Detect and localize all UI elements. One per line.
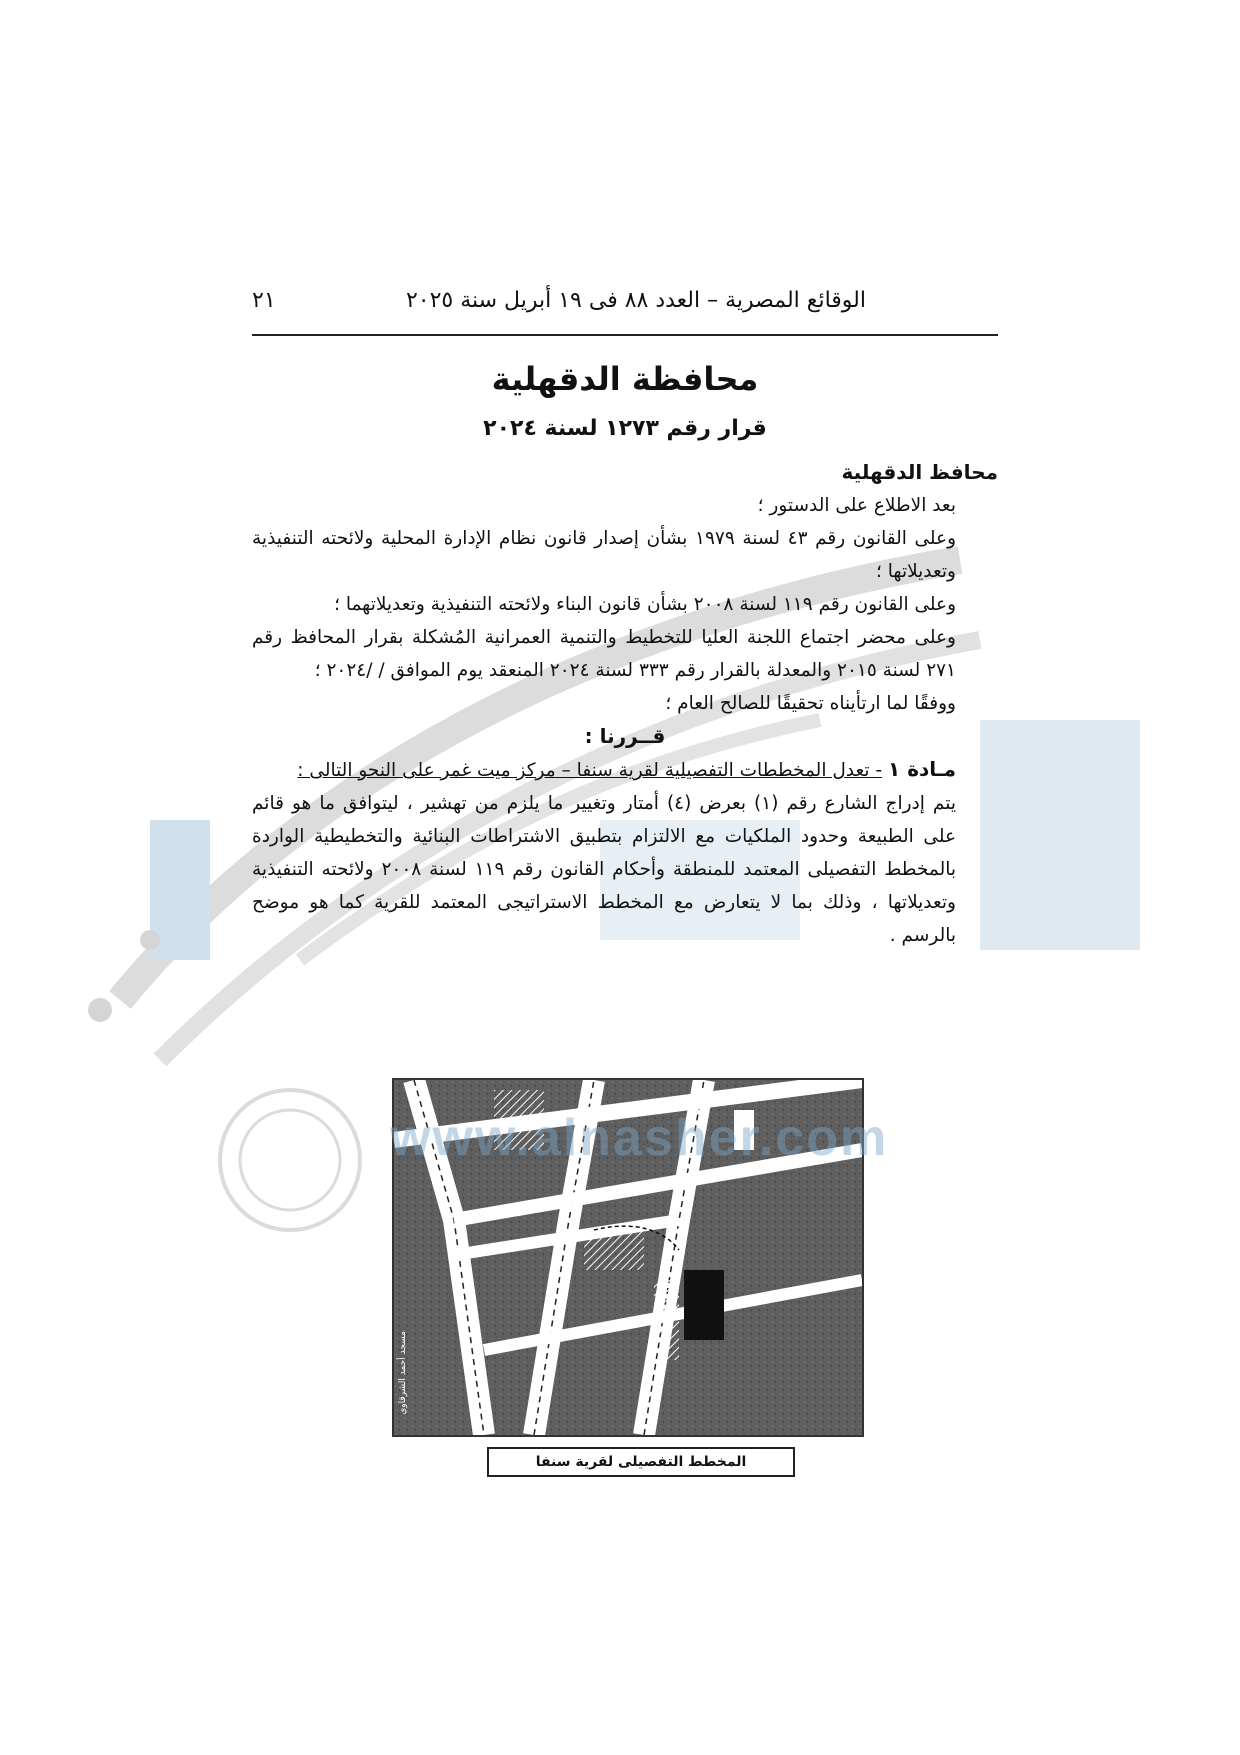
decided-heading: قــررنا : xyxy=(584,724,666,748)
article-1-title: - تعدل المخططات التفصيلية لقرية سنفا – مركز ميت غمر على النحو التالى : xyxy=(297,760,883,781)
decree-title: قرار رقم ١٢٧٣ لسنة ٢٠٢٤ xyxy=(483,416,767,441)
preamble-3: وعلى القانون رقم ١١٩ لسنة ٢٠٠٨ بشأن قانون البناء ولائحته التنفيذية وتعديلاتهما ؛ xyxy=(334,594,956,615)
preamble-4: وعلى محضر اجتماع اللجنة العليا للتخطيط والتنمية العمرانية المُشكلة بقرار المحافظ رقم ٢٧١ لسنة ٢٠١٥ والمعدلة بالقرار رقم ٣٣٣ لسنة ٢٠٢٤ المنعقد يوم الموافق / /٢٠٢٤ ؛ xyxy=(252,627,956,681)
preamble-2: وعلى القانون رقم ٤٣ لسنة ١٩٧٩ بشأن إصدار قانون نظام الإدارة المحلية ولائحته التنفيذية وتعديلاتها ؛ xyxy=(252,528,957,582)
page-number: ٢١ xyxy=(252,288,276,313)
governorate-title: محافظة الدقهلية xyxy=(491,360,759,398)
preamble-1: بعد الاطلاع على الدستور ؛ xyxy=(757,495,956,516)
map-caption: المخطط التفصيلى لقرية سنفا xyxy=(487,1447,795,1477)
document-body xyxy=(252,456,998,952)
article-1-heading xyxy=(252,753,998,787)
preamble-5: ووفقًا لما ارتأيناه تحقيقًا للصالح العام ؛ xyxy=(665,693,956,714)
publication-title: الوقائع المصرية – العدد ٨٨ فى ١٩ أبريل سنة ٢٠٢٥ xyxy=(405,288,866,313)
article-1-text: يتم إدراج الشارع رقم (١) بعرض (٤) أمتار وتغيير ما يلزم من تهشير ، ليتوافق ما هو قائم على الطبيعة وحدود الملكيات مع الالتزام بتطبيق الاشتراطات البنائية والتخطيطية الواردة بالمخطط التفصيلى المعتمد للمنطقة وأحكام القانون رقم ١١٩ لسنة ٢٠٠٨ ولائحته التنفيذية وتعديلاتها ، وذلك بما لا يتعارض مع المخطط الاستراتيجى المعتمد للقرية كما هو موضح بالرسم . xyxy=(252,793,956,946)
issuer: محافظ الدقهلية xyxy=(841,460,998,484)
watermark-text: www.alnasher.com xyxy=(390,1109,889,1167)
header-divider xyxy=(252,334,998,336)
article-1-label: مـادة ١ xyxy=(888,757,956,781)
map-stamp-label: مسجد أحمد الشرقاوي xyxy=(398,1331,408,1415)
page-header xyxy=(252,288,998,324)
